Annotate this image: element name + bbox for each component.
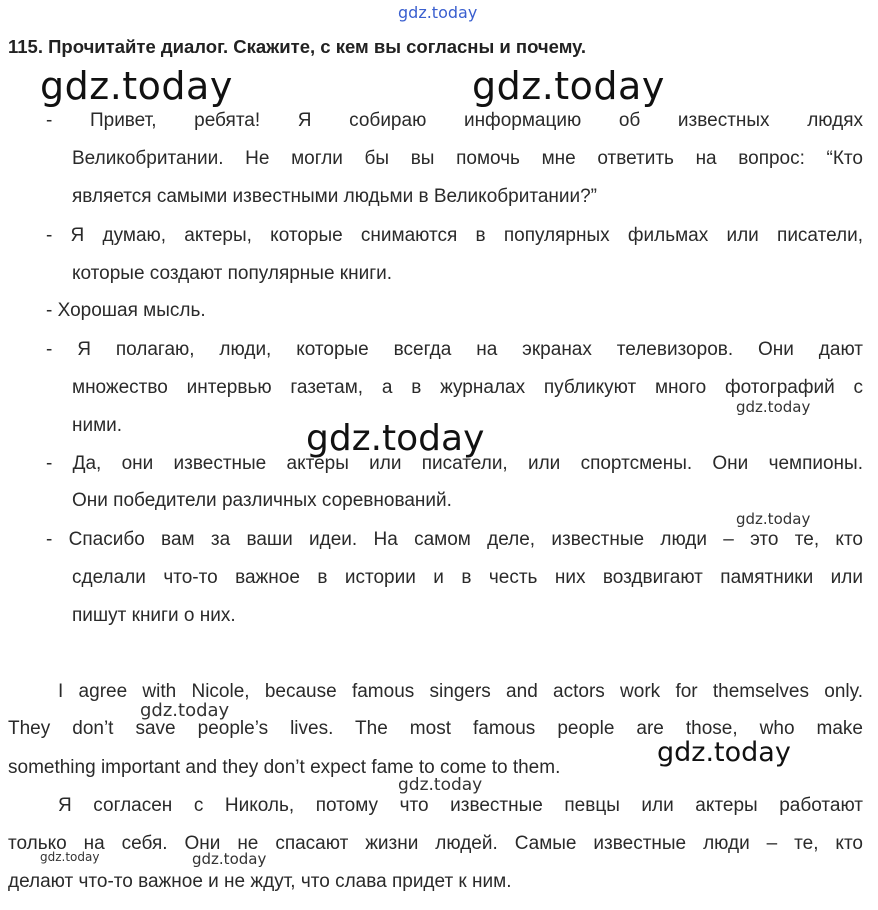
watermark-big-center: gdz.today bbox=[472, 64, 665, 108]
watermark-tiny-left: gdz.today bbox=[40, 850, 100, 864]
dialog-line: множество интервью газетам, а в журналах публикуют много фотографий с bbox=[72, 377, 863, 398]
dialog-line: Великобритании. Не могли бы вы помочь мне ответить на вопрос: “Кто bbox=[72, 148, 863, 169]
watermark-small-left-2: gdz.today bbox=[192, 850, 267, 868]
watermark-mid-center: gdz.today bbox=[306, 418, 485, 459]
dialog-line: - Привет, ребята! Я собираю информацию об известных людях bbox=[46, 110, 863, 131]
dialog-line: - Да, они известные актеры или писатели, или спортсмены. Они чемпионы. bbox=[46, 453, 863, 474]
watermark-top: gdz.today bbox=[398, 3, 478, 22]
dialog-line: ними. bbox=[72, 415, 123, 436]
watermark-small-right-1: gdz.today bbox=[736, 398, 811, 416]
dialog-line: - Я думаю, актеры, которые снимаются в популярных фильмах или писатели, bbox=[46, 225, 863, 246]
dialog-line: - Я полагаю, люди, которые всегда на экранах телевизоров. Они дают bbox=[46, 339, 863, 360]
watermark-small-left: gdz.today bbox=[140, 700, 230, 721]
watermark-small-right-2: gdz.today bbox=[736, 510, 811, 528]
dialog-line: Они победители различных соревнований. bbox=[72, 490, 452, 511]
answer-line: They don’t save people’s lives. The most famous people are those, who make bbox=[8, 718, 863, 739]
answer-line: только на себя. Они не спасают жизни людей. Самые известные люди – те, кто bbox=[8, 833, 863, 854]
dialog-line: является самыми известными людьми в Великобритании?” bbox=[72, 186, 597, 207]
exercise-heading: 115. Прочитайте диалог. Скажите, с кем вы согласны и почему. bbox=[8, 36, 586, 57]
dialog-line: - Хорошая мысль. bbox=[46, 300, 206, 321]
answer-line: I agree with Nicole, because famous singers and actors work for themselves only. bbox=[58, 681, 863, 702]
answer-line: Я согласен с Николь, потому что известные певцы или актеры работают bbox=[58, 795, 863, 816]
answer-line: something important and they don’t expect fame to come to them. bbox=[8, 757, 561, 778]
watermark-small-center: gdz.today bbox=[398, 775, 483, 795]
dialog-line: - Спасибо вам за ваши идеи. На самом деле, известные люди – это те, кто bbox=[46, 529, 863, 550]
dialog-line: пишут книги о них. bbox=[72, 605, 236, 626]
dialog-line: которые создают популярные книги. bbox=[72, 263, 393, 284]
answer-line: делают что-то важное и не ждут, что слава придет к ним. bbox=[8, 871, 512, 892]
dialog-line: сделали что-то важное в истории и в честь них воздвигают памятники или bbox=[72, 567, 863, 588]
watermark-big-left: gdz.today bbox=[40, 64, 233, 108]
watermark-mid-right: gdz.today bbox=[657, 737, 791, 768]
